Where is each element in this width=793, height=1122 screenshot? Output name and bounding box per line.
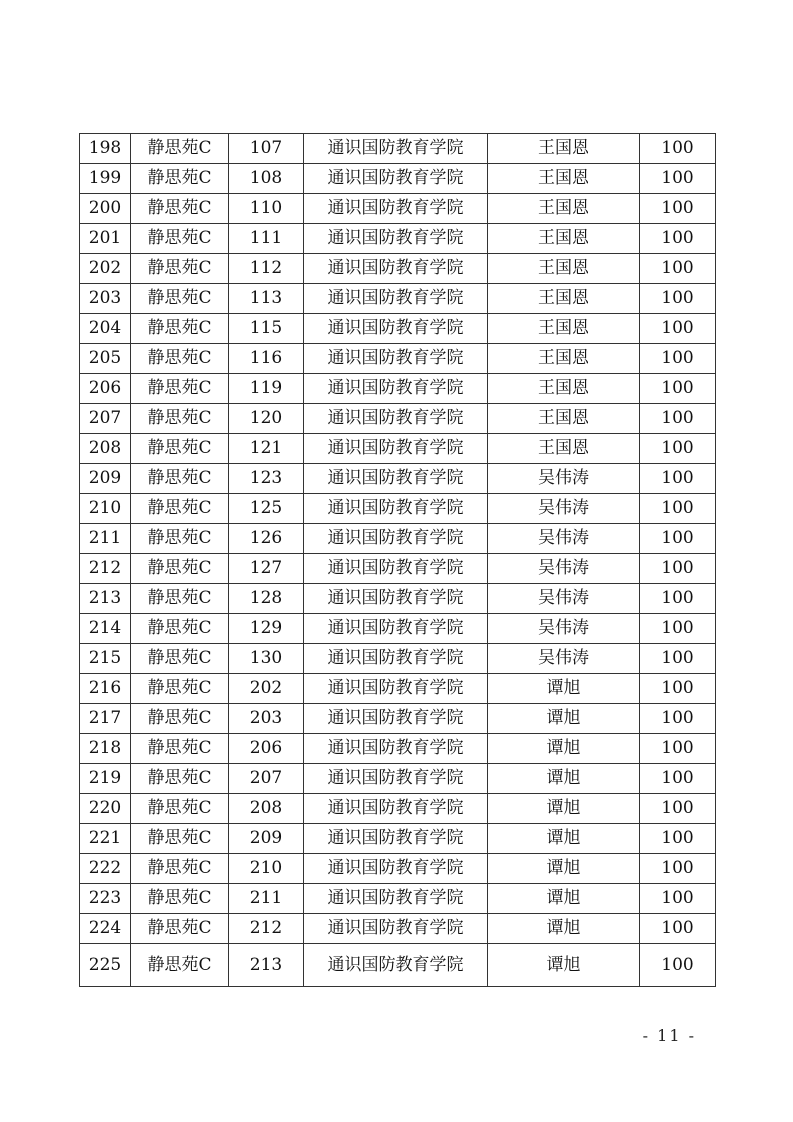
college-cell: 通识国防教育学院	[304, 824, 488, 854]
row-index-cell: 219	[80, 764, 131, 794]
college-cell: 通识国防教育学院	[304, 764, 488, 794]
counselor-cell: 谭旭	[488, 944, 640, 987]
room-number-cell: 213	[229, 944, 304, 987]
score-cell: 100	[640, 884, 716, 914]
counselor-cell: 吴伟涛	[488, 464, 640, 494]
college-cell: 通识国防教育学院	[304, 404, 488, 434]
table-row	[80, 374, 716, 404]
building-cell: 静思苑C	[131, 254, 229, 284]
table-row	[80, 884, 716, 914]
row-index-cell: 216	[80, 674, 131, 704]
table-row	[80, 524, 716, 554]
room-number-cell: 208	[229, 794, 304, 824]
counselor-cell: 谭旭	[488, 704, 640, 734]
counselor-cell: 王国恩	[488, 374, 640, 404]
counselor-cell: 谭旭	[488, 854, 640, 884]
counselor-cell: 吴伟涛	[488, 614, 640, 644]
score-cell: 100	[640, 314, 716, 344]
building-cell: 静思苑C	[131, 434, 229, 464]
college-cell: 通识国防教育学院	[304, 194, 488, 224]
counselor-cell: 王国恩	[488, 404, 640, 434]
counselor-cell: 吴伟涛	[488, 554, 640, 584]
building-cell: 静思苑C	[131, 884, 229, 914]
room-number-cell: 112	[229, 254, 304, 284]
college-cell: 通识国防教育学院	[304, 434, 488, 464]
table-row	[80, 344, 716, 374]
row-index-cell: 206	[80, 374, 131, 404]
college-cell: 通识国防教育学院	[304, 254, 488, 284]
counselor-cell: 谭旭	[488, 734, 640, 764]
score-cell: 100	[640, 704, 716, 734]
building-cell: 静思苑C	[131, 494, 229, 524]
room-number-cell: 123	[229, 464, 304, 494]
table-row	[80, 314, 716, 344]
score-cell: 100	[640, 644, 716, 674]
row-index-cell: 214	[80, 614, 131, 644]
college-cell: 通识国防教育学院	[304, 554, 488, 584]
score-cell: 100	[640, 284, 716, 314]
building-cell: 静思苑C	[131, 404, 229, 434]
building-cell: 静思苑C	[131, 644, 229, 674]
table-row	[80, 854, 716, 884]
room-number-cell: 210	[229, 854, 304, 884]
college-cell: 通识国防教育学院	[304, 584, 488, 614]
counselor-cell: 谭旭	[488, 764, 640, 794]
table-row	[80, 614, 716, 644]
counselor-cell: 王国恩	[488, 194, 640, 224]
college-cell: 通识国防教育学院	[304, 374, 488, 404]
table-row	[80, 224, 716, 254]
row-index-cell: 208	[80, 434, 131, 464]
table-row	[80, 434, 716, 464]
score-cell: 100	[640, 434, 716, 464]
table-row	[80, 764, 716, 794]
building-cell: 静思苑C	[131, 314, 229, 344]
counselor-cell: 谭旭	[488, 674, 640, 704]
row-index-cell: 202	[80, 254, 131, 284]
building-cell: 静思苑C	[131, 764, 229, 794]
score-cell: 100	[640, 464, 716, 494]
building-cell: 静思苑C	[131, 374, 229, 404]
row-index-cell: 212	[80, 554, 131, 584]
table-row	[80, 134, 716, 164]
building-cell: 静思苑C	[131, 194, 229, 224]
counselor-cell: 吴伟涛	[488, 524, 640, 554]
table-row	[80, 554, 716, 584]
building-cell: 静思苑C	[131, 164, 229, 194]
score-cell: 100	[640, 254, 716, 284]
building-cell: 静思苑C	[131, 704, 229, 734]
building-cell: 静思苑C	[131, 854, 229, 884]
table-row	[80, 284, 716, 314]
room-number-cell: 115	[229, 314, 304, 344]
row-index-cell: 224	[80, 914, 131, 944]
score-cell: 100	[640, 194, 716, 224]
room-number-cell: 119	[229, 374, 304, 404]
building-cell: 静思苑C	[131, 344, 229, 374]
college-cell: 通识国防教育学院	[304, 344, 488, 374]
score-cell: 100	[640, 374, 716, 404]
room-number-cell: 203	[229, 704, 304, 734]
row-index-cell: 205	[80, 344, 131, 374]
room-number-cell: 129	[229, 614, 304, 644]
room-number-cell: 121	[229, 434, 304, 464]
counselor-cell: 王国恩	[488, 164, 640, 194]
college-cell: 通识国防教育学院	[304, 134, 488, 164]
room-number-cell: 111	[229, 224, 304, 254]
room-number-cell: 127	[229, 554, 304, 584]
score-cell: 100	[640, 344, 716, 374]
row-index-cell: 223	[80, 884, 131, 914]
counselor-cell: 王国恩	[488, 254, 640, 284]
room-number-cell: 202	[229, 674, 304, 704]
college-cell: 通识国防教育学院	[304, 944, 488, 987]
building-cell: 静思苑C	[131, 554, 229, 584]
counselor-cell: 吴伟涛	[488, 494, 640, 524]
score-cell: 100	[640, 164, 716, 194]
table-row	[80, 674, 716, 704]
page-number: - 11 -	[642, 1026, 696, 1045]
building-cell: 静思苑C	[131, 224, 229, 254]
row-index-cell: 211	[80, 524, 131, 554]
row-index-cell: 210	[80, 494, 131, 524]
score-cell: 100	[640, 764, 716, 794]
table-row	[80, 944, 716, 987]
college-cell: 通识国防教育学院	[304, 704, 488, 734]
building-cell: 静思苑C	[131, 734, 229, 764]
counselor-cell: 王国恩	[488, 434, 640, 464]
row-index-cell: 225	[80, 944, 131, 987]
college-cell: 通识国防教育学院	[304, 284, 488, 314]
score-cell: 100	[640, 404, 716, 434]
row-index-cell: 221	[80, 824, 131, 854]
college-cell: 通识国防教育学院	[304, 314, 488, 344]
score-cell: 100	[640, 224, 716, 254]
counselor-cell: 谭旭	[488, 824, 640, 854]
counselor-cell: 谭旭	[488, 884, 640, 914]
table-row	[80, 824, 716, 854]
college-cell: 通识国防教育学院	[304, 674, 488, 704]
table-row	[80, 254, 716, 284]
score-cell: 100	[640, 524, 716, 554]
counselor-cell: 王国恩	[488, 134, 640, 164]
room-number-cell: 108	[229, 164, 304, 194]
counselor-cell: 吴伟涛	[488, 584, 640, 614]
building-cell: 静思苑C	[131, 134, 229, 164]
table-row	[80, 464, 716, 494]
room-number-cell: 126	[229, 524, 304, 554]
table-row	[80, 404, 716, 434]
building-cell: 静思苑C	[131, 284, 229, 314]
row-index-cell: 220	[80, 794, 131, 824]
row-index-cell: 218	[80, 734, 131, 764]
college-cell: 通识国防教育学院	[304, 494, 488, 524]
score-cell: 100	[640, 914, 716, 944]
room-number-cell: 116	[229, 344, 304, 374]
table-body	[80, 134, 716, 987]
college-cell: 通识国防教育学院	[304, 734, 488, 764]
score-cell: 100	[640, 734, 716, 764]
counselor-cell: 吴伟涛	[488, 644, 640, 674]
row-index-cell: 207	[80, 404, 131, 434]
row-index-cell: 209	[80, 464, 131, 494]
row-index-cell: 204	[80, 314, 131, 344]
row-index-cell: 201	[80, 224, 131, 254]
room-number-cell: 212	[229, 914, 304, 944]
room-number-cell: 120	[229, 404, 304, 434]
counselor-cell: 王国恩	[488, 224, 640, 254]
table-row	[80, 794, 716, 824]
table-row	[80, 704, 716, 734]
building-cell: 静思苑C	[131, 824, 229, 854]
building-cell: 静思苑C	[131, 944, 229, 987]
row-index-cell: 199	[80, 164, 131, 194]
table-row	[80, 914, 716, 944]
college-cell: 通识国防教育学院	[304, 644, 488, 674]
table-row	[80, 164, 716, 194]
score-cell: 100	[640, 944, 716, 987]
room-number-cell: 128	[229, 584, 304, 614]
building-cell: 静思苑C	[131, 524, 229, 554]
score-cell: 100	[640, 494, 716, 524]
college-cell: 通识国防教育学院	[304, 164, 488, 194]
counselor-cell: 谭旭	[488, 914, 640, 944]
score-cell: 100	[640, 854, 716, 884]
college-cell: 通识国防教育学院	[304, 794, 488, 824]
room-number-cell: 207	[229, 764, 304, 794]
college-cell: 通识国防教育学院	[304, 614, 488, 644]
building-cell: 静思苑C	[131, 914, 229, 944]
row-index-cell: 217	[80, 704, 131, 734]
score-cell: 100	[640, 584, 716, 614]
row-index-cell: 198	[80, 134, 131, 164]
college-cell: 通识国防教育学院	[304, 524, 488, 554]
college-cell: 通识国防教育学院	[304, 854, 488, 884]
room-number-cell: 211	[229, 884, 304, 914]
table-row	[80, 194, 716, 224]
room-number-cell: 125	[229, 494, 304, 524]
room-number-cell: 209	[229, 824, 304, 854]
table-row	[80, 494, 716, 524]
room-number-cell: 110	[229, 194, 304, 224]
building-cell: 静思苑C	[131, 614, 229, 644]
table-row	[80, 734, 716, 764]
room-number-cell: 113	[229, 284, 304, 314]
row-index-cell: 213	[80, 584, 131, 614]
building-cell: 静思苑C	[131, 674, 229, 704]
score-cell: 100	[640, 614, 716, 644]
score-cell: 100	[640, 794, 716, 824]
score-cell: 100	[640, 134, 716, 164]
row-index-cell: 200	[80, 194, 131, 224]
row-index-cell: 203	[80, 284, 131, 314]
counselor-cell: 王国恩	[488, 284, 640, 314]
dormitory-table	[79, 133, 716, 987]
score-cell: 100	[640, 674, 716, 704]
college-cell: 通识国防教育学院	[304, 224, 488, 254]
table-row	[80, 584, 716, 614]
college-cell: 通识国防教育学院	[304, 464, 488, 494]
room-number-cell: 206	[229, 734, 304, 764]
score-cell: 100	[640, 824, 716, 854]
row-index-cell: 215	[80, 644, 131, 674]
counselor-cell: 谭旭	[488, 794, 640, 824]
counselor-cell: 王国恩	[488, 344, 640, 374]
college-cell: 通识国防教育学院	[304, 884, 488, 914]
college-cell: 通识国防教育学院	[304, 914, 488, 944]
building-cell: 静思苑C	[131, 794, 229, 824]
row-index-cell: 222	[80, 854, 131, 884]
table-row	[80, 644, 716, 674]
score-cell: 100	[640, 554, 716, 584]
counselor-cell: 王国恩	[488, 314, 640, 344]
building-cell: 静思苑C	[131, 464, 229, 494]
room-number-cell: 130	[229, 644, 304, 674]
building-cell: 静思苑C	[131, 584, 229, 614]
room-number-cell: 107	[229, 134, 304, 164]
